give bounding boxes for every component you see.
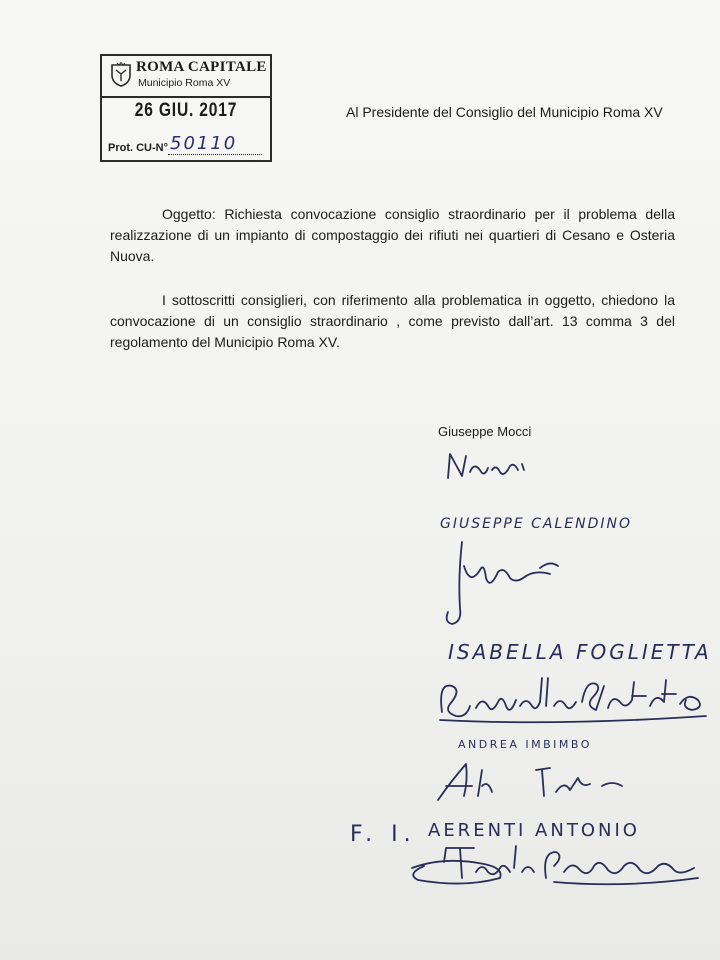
handwritten-name-imbimbo: ANDREA IMBIMBO	[458, 738, 592, 751]
signature-aerenti	[404, 838, 704, 890]
handwritten-name-calendino: GIUSEPPE CALENDINO	[440, 516, 633, 532]
handwritten-party-label: F. I.	[350, 822, 417, 847]
stamp-title: ROMA CAPITALE	[136, 59, 267, 75]
handwritten-name-foglietta: ISABELLA FOGLIETTA	[448, 640, 712, 664]
stamp-subtitle: Municipio Roma XV	[138, 77, 231, 89]
signature-foglietta	[436, 672, 716, 732]
protocol-stamp	[100, 54, 272, 162]
recipient-line: Al Presidente del Consiglio del Municipio Roma XV	[346, 104, 663, 120]
body-paragraph	[110, 290, 675, 353]
handwritten-name-aerenti: AERENTI ANTONIO	[428, 820, 640, 841]
signature-imbimbo	[432, 756, 632, 806]
subject-text: Oggetto: Richiesta convocazione consiglio straordinario per il problema della realizzazione di un impianto di compostaggio dei rifiuti nei quartieri di Cesano e Osteria Nuova.	[110, 206, 675, 264]
stamp-protocol-number: 50110	[170, 133, 238, 154]
body-text: I sottoscritti consiglieri, con riferimento alla problematica in oggetto, chiedono la convocazione di un consiglio straordinario , come previsto dall’art. 13 comma 3 del regolamento del Municipio Roma XV.	[110, 292, 675, 350]
stamp-header	[102, 56, 270, 98]
signature-mocci	[440, 448, 540, 488]
typed-signer-name: Giuseppe Mocci	[438, 424, 532, 439]
stamp-protocol-line	[168, 154, 262, 155]
stamp-date: 26 GIU. 2017	[134, 100, 238, 121]
roma-capitale-crest-icon	[110, 62, 132, 88]
subject-paragraph	[110, 204, 675, 267]
signature-calendino	[440, 538, 570, 628]
stamp-protocol-label: Prot. CU-N°	[108, 142, 169, 154]
